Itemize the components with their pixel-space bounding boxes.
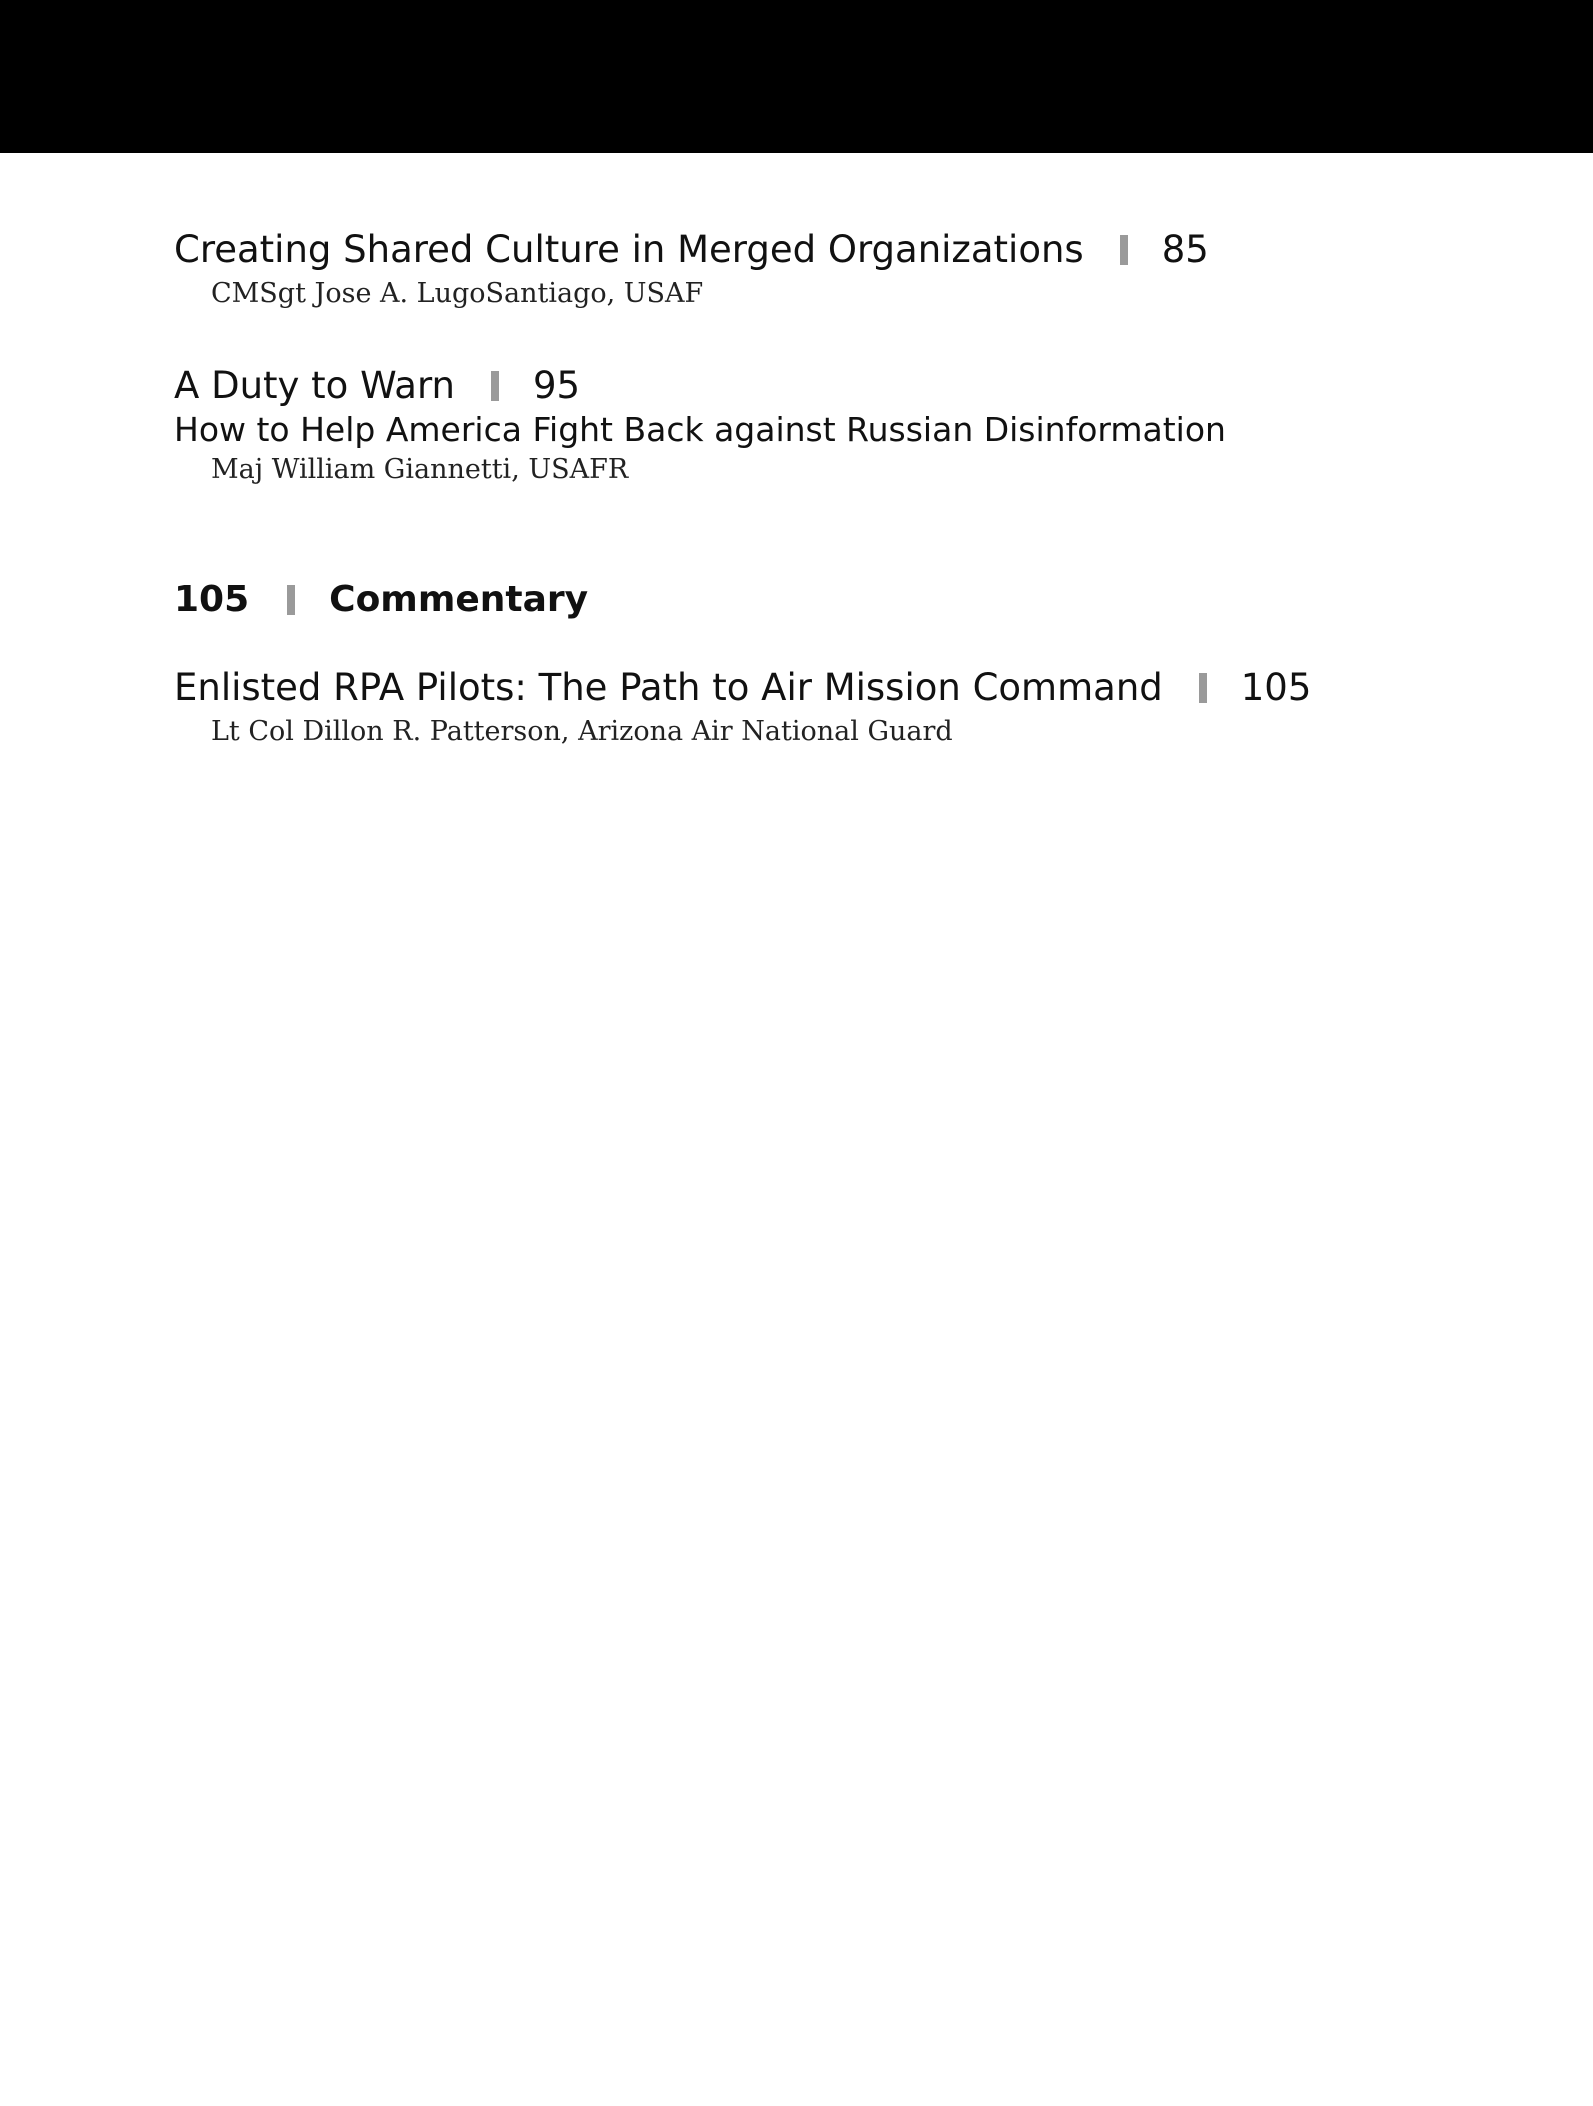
separator-bar bbox=[287, 585, 295, 615]
toc-entry-title-line bbox=[174, 226, 1474, 274]
toc-entry-title: Creating Shared Culture in Merged Organizations bbox=[174, 228, 1084, 271]
toc-entry[interactable] bbox=[174, 226, 1474, 312]
toc-entry-subtitle: How to Help America Fight Back against Russian Disinformation bbox=[174, 410, 1226, 449]
header-band bbox=[0, 0, 1593, 153]
separator-bar bbox=[1199, 673, 1207, 703]
toc-entry-author: Maj William Giannetti, USAFR bbox=[211, 454, 629, 485]
toc-entry-page: 85 bbox=[1161, 228, 1209, 271]
separator-bar bbox=[491, 371, 499, 401]
toc-entry-title: Enlisted RPA Pilots: The Path to Air Mission Command bbox=[174, 666, 1163, 709]
toc-entry-author: Lt Col Dillon R. Patterson, Arizona Air National Guard bbox=[211, 716, 953, 747]
toc-entry-title-line bbox=[174, 362, 1474, 410]
section-page: 105 bbox=[174, 579, 250, 620]
toc-entry-title-line bbox=[174, 664, 1474, 712]
separator-bar bbox=[1120, 235, 1128, 265]
section-heading bbox=[174, 576, 1474, 624]
toc-entry[interactable] bbox=[174, 664, 1474, 750]
toc-entry-author: CMSgt Jose A. LugoSantiago, USAF bbox=[211, 278, 704, 309]
toc-entry-title: A Duty to Warn bbox=[174, 364, 455, 407]
toc-entry-page: 95 bbox=[533, 364, 581, 407]
toc-entry[interactable] bbox=[174, 362, 1474, 488]
section-name: Commentary bbox=[329, 579, 589, 620]
toc-entry-page: 105 bbox=[1240, 666, 1312, 709]
table-of-contents bbox=[174, 226, 1474, 800]
